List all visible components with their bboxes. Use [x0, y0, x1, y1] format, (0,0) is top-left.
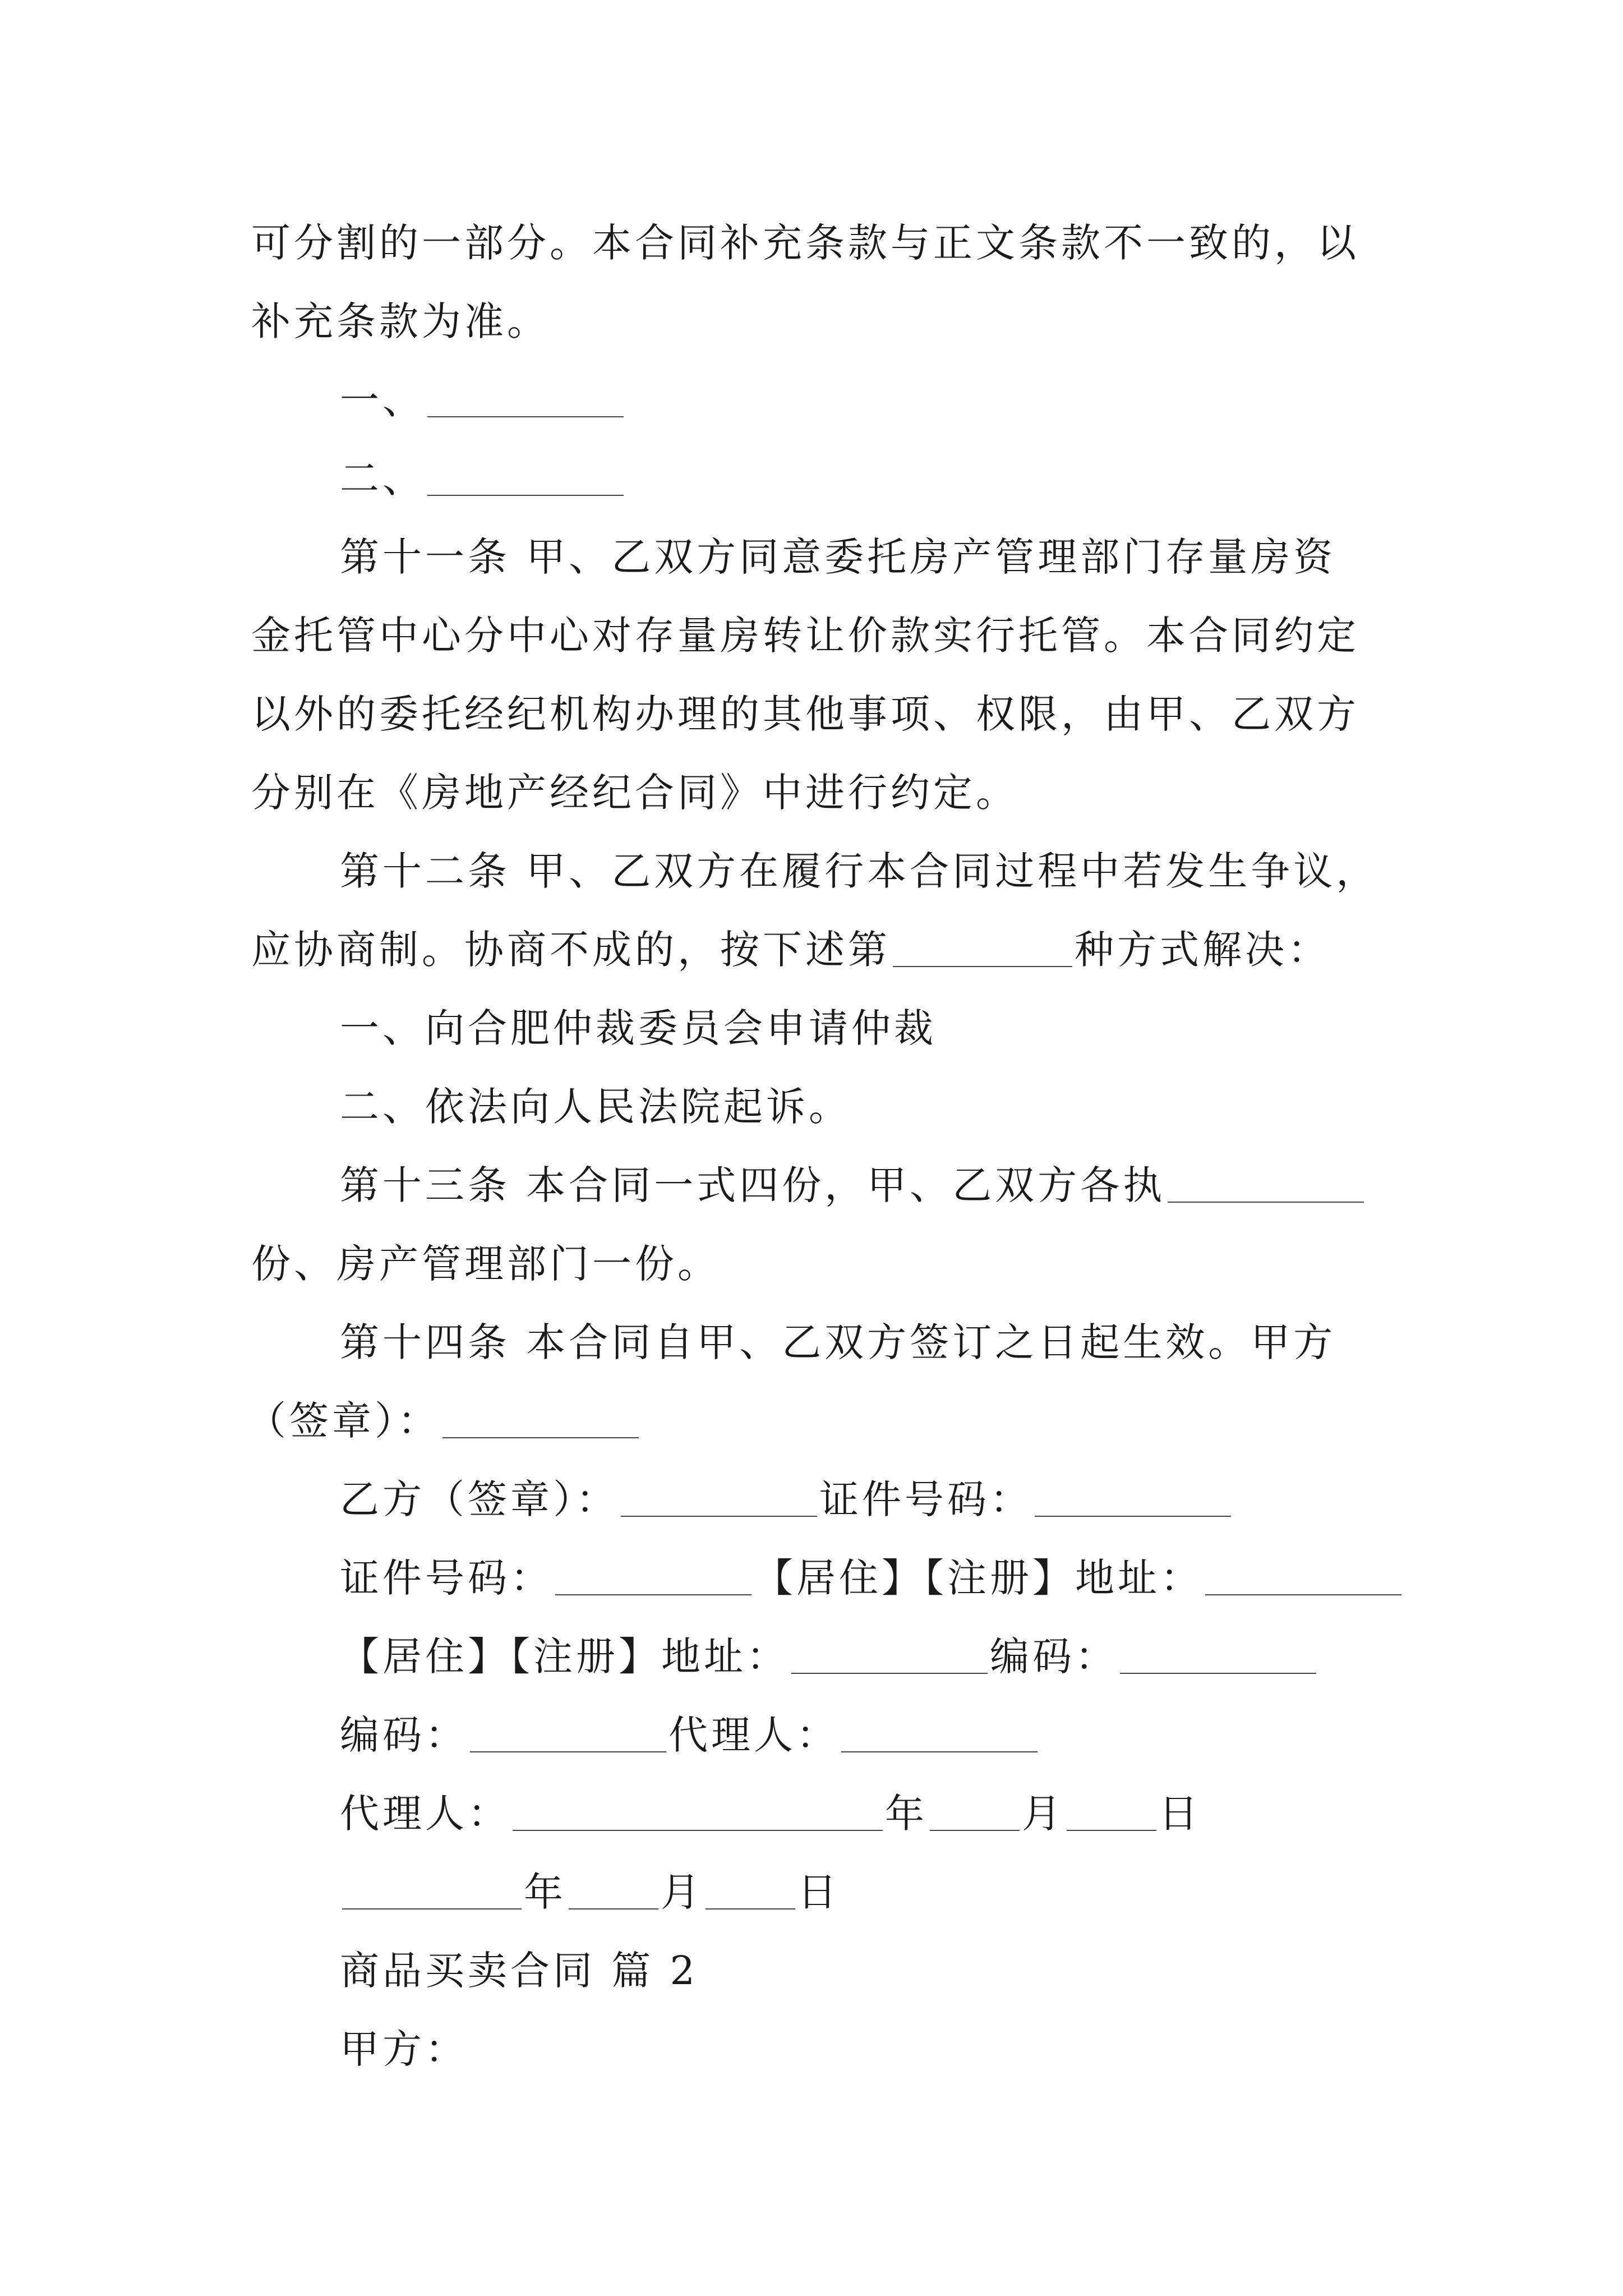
fill-blank[interactable]	[1035, 1480, 1231, 1517]
text-fragment: 【居住】【注册】地址：	[754, 1555, 1203, 1601]
agent-date-row	[340, 1791, 1201, 1837]
date-row	[340, 1869, 840, 1915]
text-fragment: 以外的委托经纪机构办理的其他事项、权限，由甲、乙双方	[251, 691, 1359, 737]
text-fragment: 日	[1159, 1791, 1201, 1837]
text-fragment: 一、向合肥仲裁委员会申请仲裁	[340, 1005, 937, 1051]
text-fragment: 年	[524, 1869, 566, 1915]
text-fragment: 二、	[340, 455, 425, 501]
id-address-row	[340, 1555, 1404, 1601]
text-fragment: 证件号码：	[819, 1476, 1032, 1522]
text-fragment: 金托管中心分中心对存量房转让价款实行托管。本合同约定	[251, 613, 1359, 659]
text-fragment: 第十三条 本合同一式四份，甲、乙双方各执	[340, 1162, 1166, 1208]
text-fragment: 【居住】【注册】地址：	[340, 1634, 789, 1680]
fill-blank[interactable]	[706, 1873, 795, 1910]
party-a-signature	[247, 1398, 641, 1444]
text-fragment: 月	[661, 1869, 703, 1915]
text-fragment: 第十一条 甲、乙双方同意委托房产管理部门存量房资	[340, 534, 1336, 580]
fill-blank[interactable]	[930, 1795, 1020, 1831]
article-12-line-2	[251, 927, 1330, 973]
fill-blank[interactable]	[893, 931, 1072, 967]
text-fragment: 代理人：	[668, 1712, 839, 1758]
text-fragment: 应协商制。协商不成的，按下述第	[251, 927, 891, 973]
text-fragment: 甲方：	[340, 2026, 468, 2072]
fill-blank[interactable]	[342, 1873, 522, 1910]
fill-blank[interactable]	[442, 1402, 639, 1438]
fill-blank[interactable]	[427, 381, 624, 417]
text-fragment: 编码：	[990, 1634, 1118, 1680]
dispute-option-1	[340, 1005, 937, 1051]
text-fragment: 一、	[340, 377, 425, 423]
article-11-line-2	[251, 613, 1359, 659]
text-fragment: 编码：	[340, 1712, 468, 1758]
article-13-line-1	[340, 1162, 1366, 1208]
clause-item-1	[340, 377, 626, 423]
text-fragment: 第十四条 本合同自甲、乙双方签订之日起生效。甲方	[340, 1319, 1336, 1365]
text-fragment: 分别在《房地产经纪合同》中进行约定。	[251, 770, 1018, 816]
fill-blank[interactable]	[1120, 1637, 1316, 1674]
party-a-label	[340, 2026, 468, 2072]
dispute-option-2	[340, 1084, 851, 1130]
section-heading	[340, 1948, 699, 1994]
code-agent-row	[340, 1712, 1040, 1758]
fill-blank[interactable]	[555, 1559, 751, 1595]
text-fragment: 份、房产管理部门一份。	[251, 1241, 720, 1287]
fill-blank[interactable]	[791, 1637, 988, 1674]
fill-blank[interactable]	[1168, 1166, 1364, 1203]
fill-blank[interactable]	[841, 1716, 1038, 1752]
article-14-line-1	[340, 1319, 1336, 1365]
fill-blank[interactable]	[1067, 1795, 1156, 1831]
fill-blank[interactable]	[621, 1480, 817, 1517]
text-fragment: 证件号码：	[340, 1555, 553, 1601]
text-fragment: 补充条款为准。	[251, 298, 550, 344]
article-11-line-4	[251, 770, 1018, 816]
text-fragment: 可分割的一部分。本合同补充条款与正文条款不一致的，以	[251, 220, 1359, 266]
fill-blank[interactable]	[427, 459, 624, 496]
text-line-2	[251, 298, 550, 344]
article-11-line-3	[251, 691, 1359, 737]
text-fragment: 第十二条 甲、乙双方在履行本合同过程中若发生争议，	[340, 848, 1379, 894]
text-fragment: 日	[797, 1869, 840, 1915]
text-fragment: 月	[1022, 1791, 1064, 1837]
article-13-line-2	[251, 1241, 720, 1287]
text-fragment: （签章）：	[247, 1398, 440, 1444]
text-fragment: 乙方（签章）：	[340, 1476, 619, 1522]
fill-blank[interactable]	[1205, 1559, 1401, 1595]
text-fragment: 年	[885, 1791, 928, 1837]
address-code-row	[340, 1634, 1318, 1680]
fill-blank[interactable]	[569, 1873, 658, 1910]
party-b-signature-row	[340, 1476, 1233, 1522]
text-fragment: 二、依法向人民法院起诉。	[340, 1084, 851, 1130]
clause-item-2	[340, 455, 626, 501]
text-fragment: 商品买卖合同 篇 2	[340, 1948, 699, 1994]
fill-blank[interactable]	[513, 1795, 883, 1831]
text-fragment: 种方式解决：	[1075, 927, 1330, 973]
article-12-line-1	[340, 848, 1379, 894]
article-11-line-1	[340, 534, 1336, 580]
text-fragment: 代理人：	[340, 1791, 510, 1837]
fill-blank[interactable]	[470, 1716, 666, 1752]
text-line-1	[251, 220, 1359, 266]
